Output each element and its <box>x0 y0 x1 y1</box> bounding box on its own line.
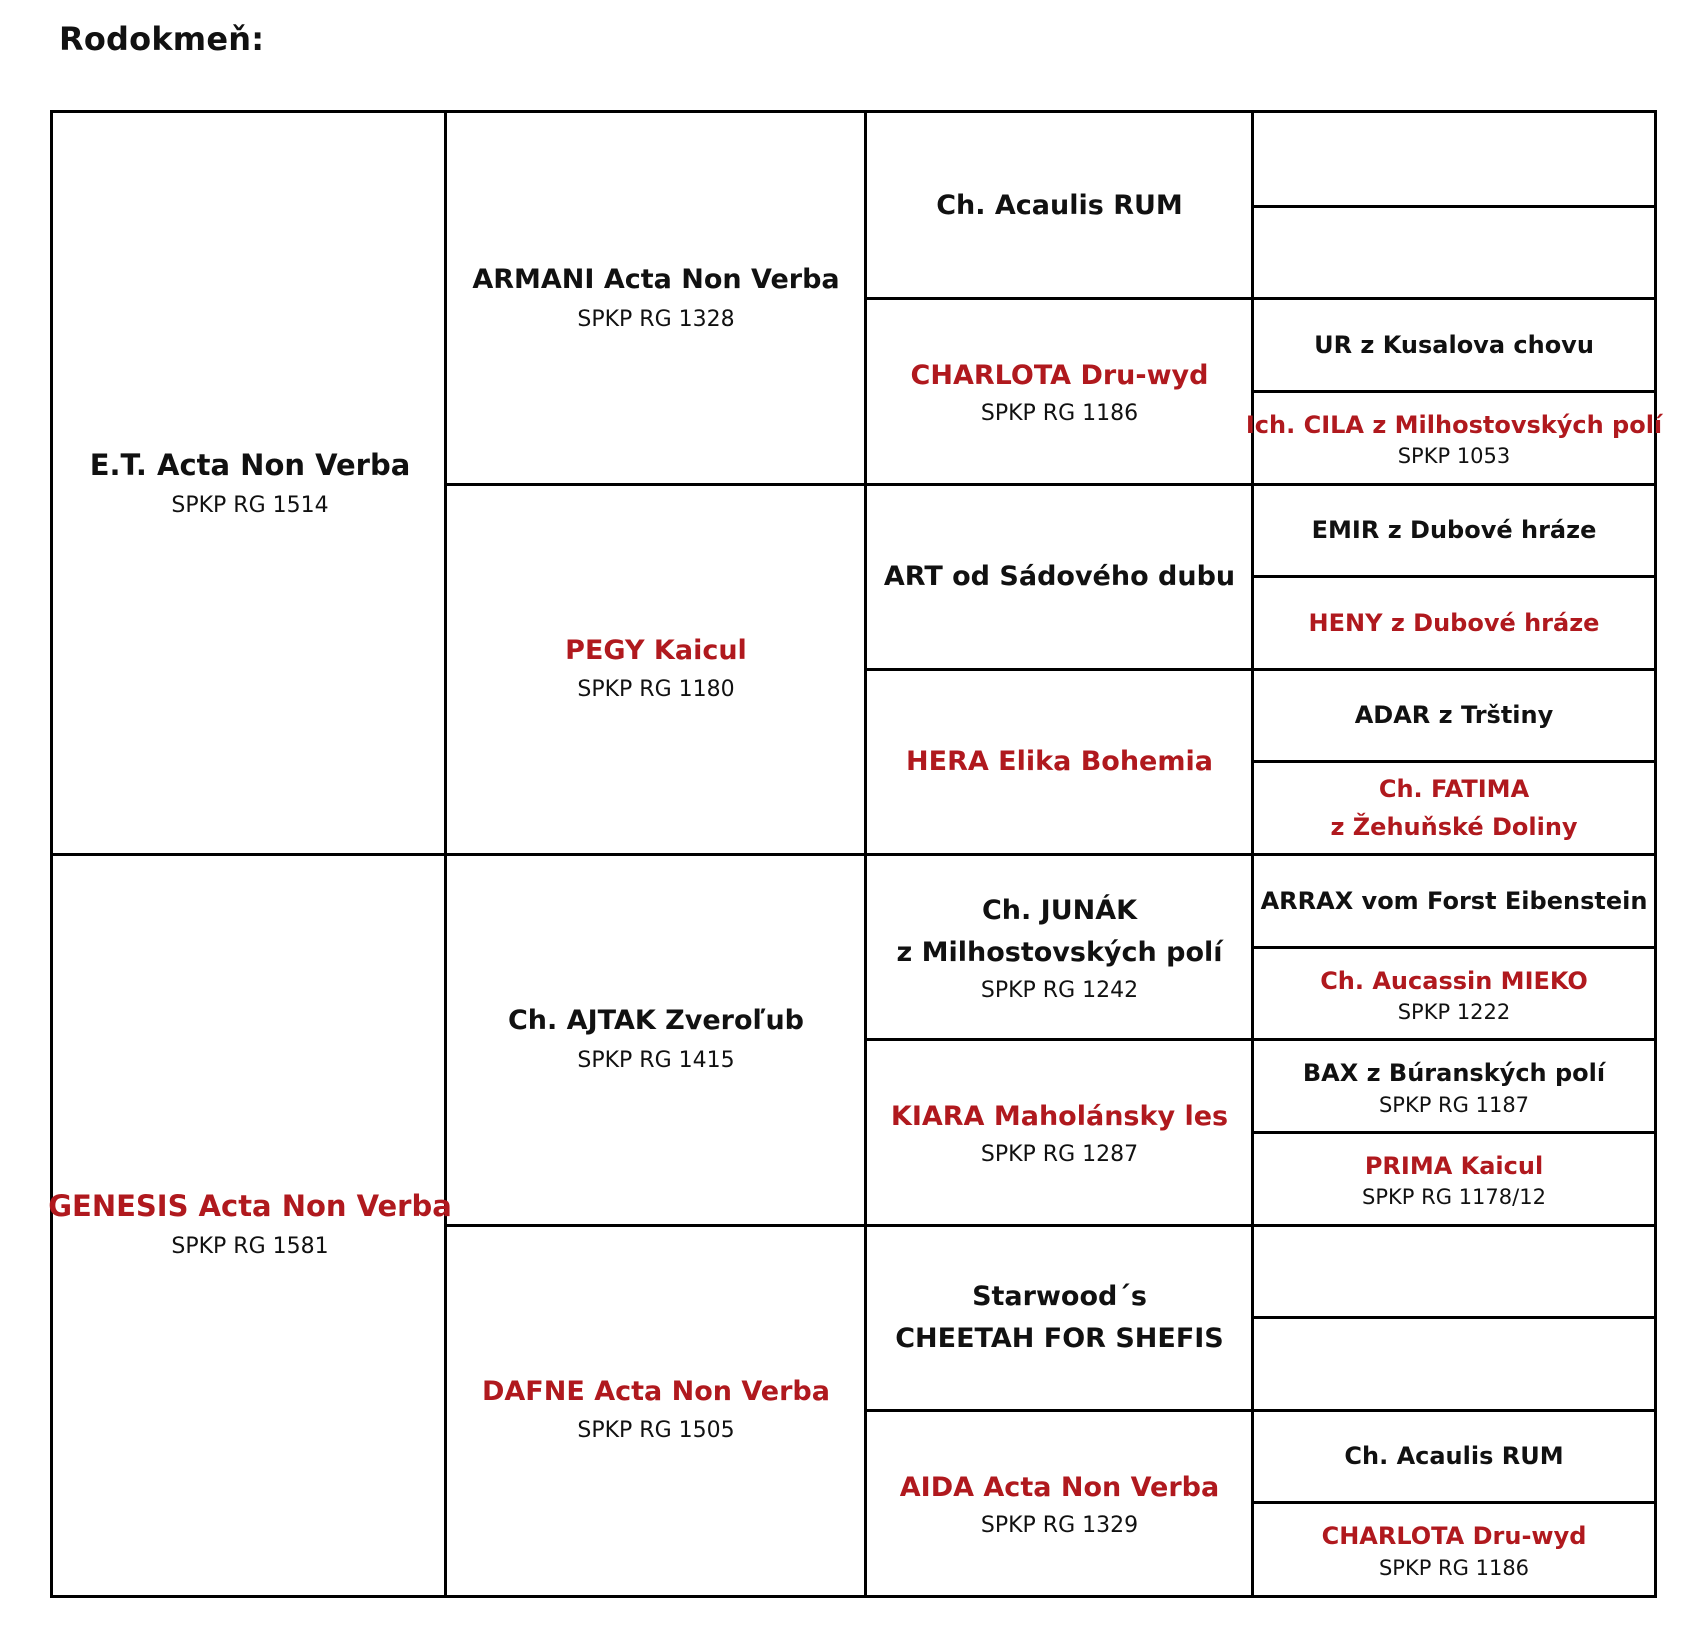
great-great-grandparent-cell <box>1255 949 1653 1039</box>
dog-name: PEGY Kaicul <box>565 634 747 666</box>
dog-name: BAX z Búranských polí <box>1302 1059 1606 1088</box>
dog-name: UR z Kusalova chovu <box>1314 330 1594 359</box>
dog-name: CHARLOTA Dru-wyd <box>910 360 1209 392</box>
dog-reg: SPKP 1053 <box>1397 444 1511 469</box>
great-grandparent-cell <box>868 115 1251 297</box>
dog-name: Ch. FATIMA <box>1378 774 1530 803</box>
dog-name: Ich. CILA z Milhostovských polí <box>1245 410 1663 439</box>
grandparent-cell <box>448 856 864 1224</box>
dog-name: GENESIS Acta Non Verba <box>48 1189 452 1224</box>
great-great-grandparent-cell <box>1255 1227 1653 1317</box>
dog-name: PRIMA Kaicul <box>1364 1151 1544 1180</box>
dog-name: Ch. Acaulis RUM <box>936 190 1183 222</box>
great-great-grandparent-cell <box>1255 300 1653 390</box>
dog-reg: SPKP RG 1178/12 <box>1362 1185 1546 1210</box>
great-great-grandparent-cell <box>1255 578 1653 668</box>
dog-name: ART od Sádového dubu <box>883 560 1236 592</box>
great-grandparent-cell <box>868 1041 1251 1223</box>
great-grandparent-cell <box>868 300 1251 482</box>
great-great-grandparent-cell <box>1255 1041 1653 1131</box>
great-grandparent-cell <box>868 671 1251 853</box>
great-great-grandparent-cell <box>1255 1134 1653 1224</box>
dog-name: HERA Elika Bohemia <box>906 745 1213 777</box>
dog-name: ARMANI Acta Non Verba <box>472 264 840 296</box>
dog-name: Ch. JUNÁK <box>981 895 1138 927</box>
dog-name-line2: z Žehuňské Doliny <box>1330 813 1578 842</box>
dog-name: Ch. Aucassin MIEKO <box>1320 966 1588 995</box>
dog-reg: SPKP RG 1514 <box>171 493 329 519</box>
dog-name: E.T. Acta Non Verba <box>89 448 411 483</box>
dog-reg: SPKP RG 1581 <box>171 1234 329 1260</box>
great-great-grandparent-cell <box>1255 1412 1653 1502</box>
grandparent-cell <box>448 1227 864 1595</box>
great-grandparent-cell <box>868 486 1251 668</box>
great-great-grandparent-cell <box>1245 393 1663 483</box>
dog-name: ADAR z Trštiny <box>1354 701 1554 730</box>
great-grandparent-cell <box>868 856 1251 1038</box>
dog-name: KIARA Maholánsky les <box>890 1101 1229 1133</box>
grandparent-cell <box>448 486 864 854</box>
dog-name: Starwood´s <box>972 1280 1147 1312</box>
dog-name: CHARLOTA Dru-wyd <box>1321 1522 1587 1551</box>
dog-name: Ch. Acaulis RUM <box>1344 1442 1564 1471</box>
great-grandparent-cell <box>868 1412 1251 1594</box>
dog-name: EMIR z Dubové hráze <box>1311 516 1597 545</box>
dog-reg: SPKP RG 1287 <box>980 1142 1139 1168</box>
great-great-grandparent-cell <box>1255 763 1653 853</box>
page-title: Rodokmeň: <box>59 20 265 58</box>
parent-cell <box>48 856 452 1594</box>
great-great-grandparent-cell <box>1255 1504 1653 1594</box>
dog-name-line2: z Milhostovských polí <box>896 936 1223 968</box>
dog-reg: SPKP RG 1242 <box>980 977 1139 1003</box>
great-grandparent-cell <box>868 1227 1251 1409</box>
grandparent-cell <box>448 115 864 483</box>
dog-name: DAFNE Acta Non Verba <box>482 1375 830 1407</box>
dog-reg: SPKP RG 1186 <box>980 401 1139 427</box>
dog-reg: SPKP 1222 <box>1397 1000 1511 1025</box>
dog-reg: SPKP RG 1187 <box>1378 1092 1530 1117</box>
dog-reg: SPKP RG 1186 <box>1378 1555 1530 1580</box>
dog-name: HENY z Dubové hráze <box>1308 608 1600 637</box>
dog-name: Ch. AJTAK Zveroľub <box>507 1005 805 1037</box>
pedigree-table <box>48 110 1663 1598</box>
dog-name: ARRAX vom Forst Eibenstein <box>1260 886 1648 915</box>
dog-reg: SPKP RG 1505 <box>577 1418 735 1444</box>
dog-reg: SPKP RG 1329 <box>980 1512 1139 1538</box>
great-great-grandparent-cell <box>1255 208 1653 298</box>
great-great-grandparent-cell <box>1255 856 1653 946</box>
dog-reg: SPKP RG 1415 <box>577 1047 735 1073</box>
dog-name-line2: CHEETAH FOR SHEFIS <box>895 1322 1224 1354</box>
dog-reg: SPKP RG 1328 <box>577 306 735 332</box>
dog-reg: SPKP RG 1180 <box>577 677 735 703</box>
great-great-grandparent-cell <box>1255 115 1653 205</box>
dog-name: AIDA Acta Non Verba <box>899 1471 1220 1503</box>
great-great-grandparent-cell <box>1255 671 1653 761</box>
great-great-grandparent-cell <box>1255 1319 1653 1409</box>
parent-cell <box>56 115 444 853</box>
great-great-grandparent-cell <box>1255 486 1653 576</box>
